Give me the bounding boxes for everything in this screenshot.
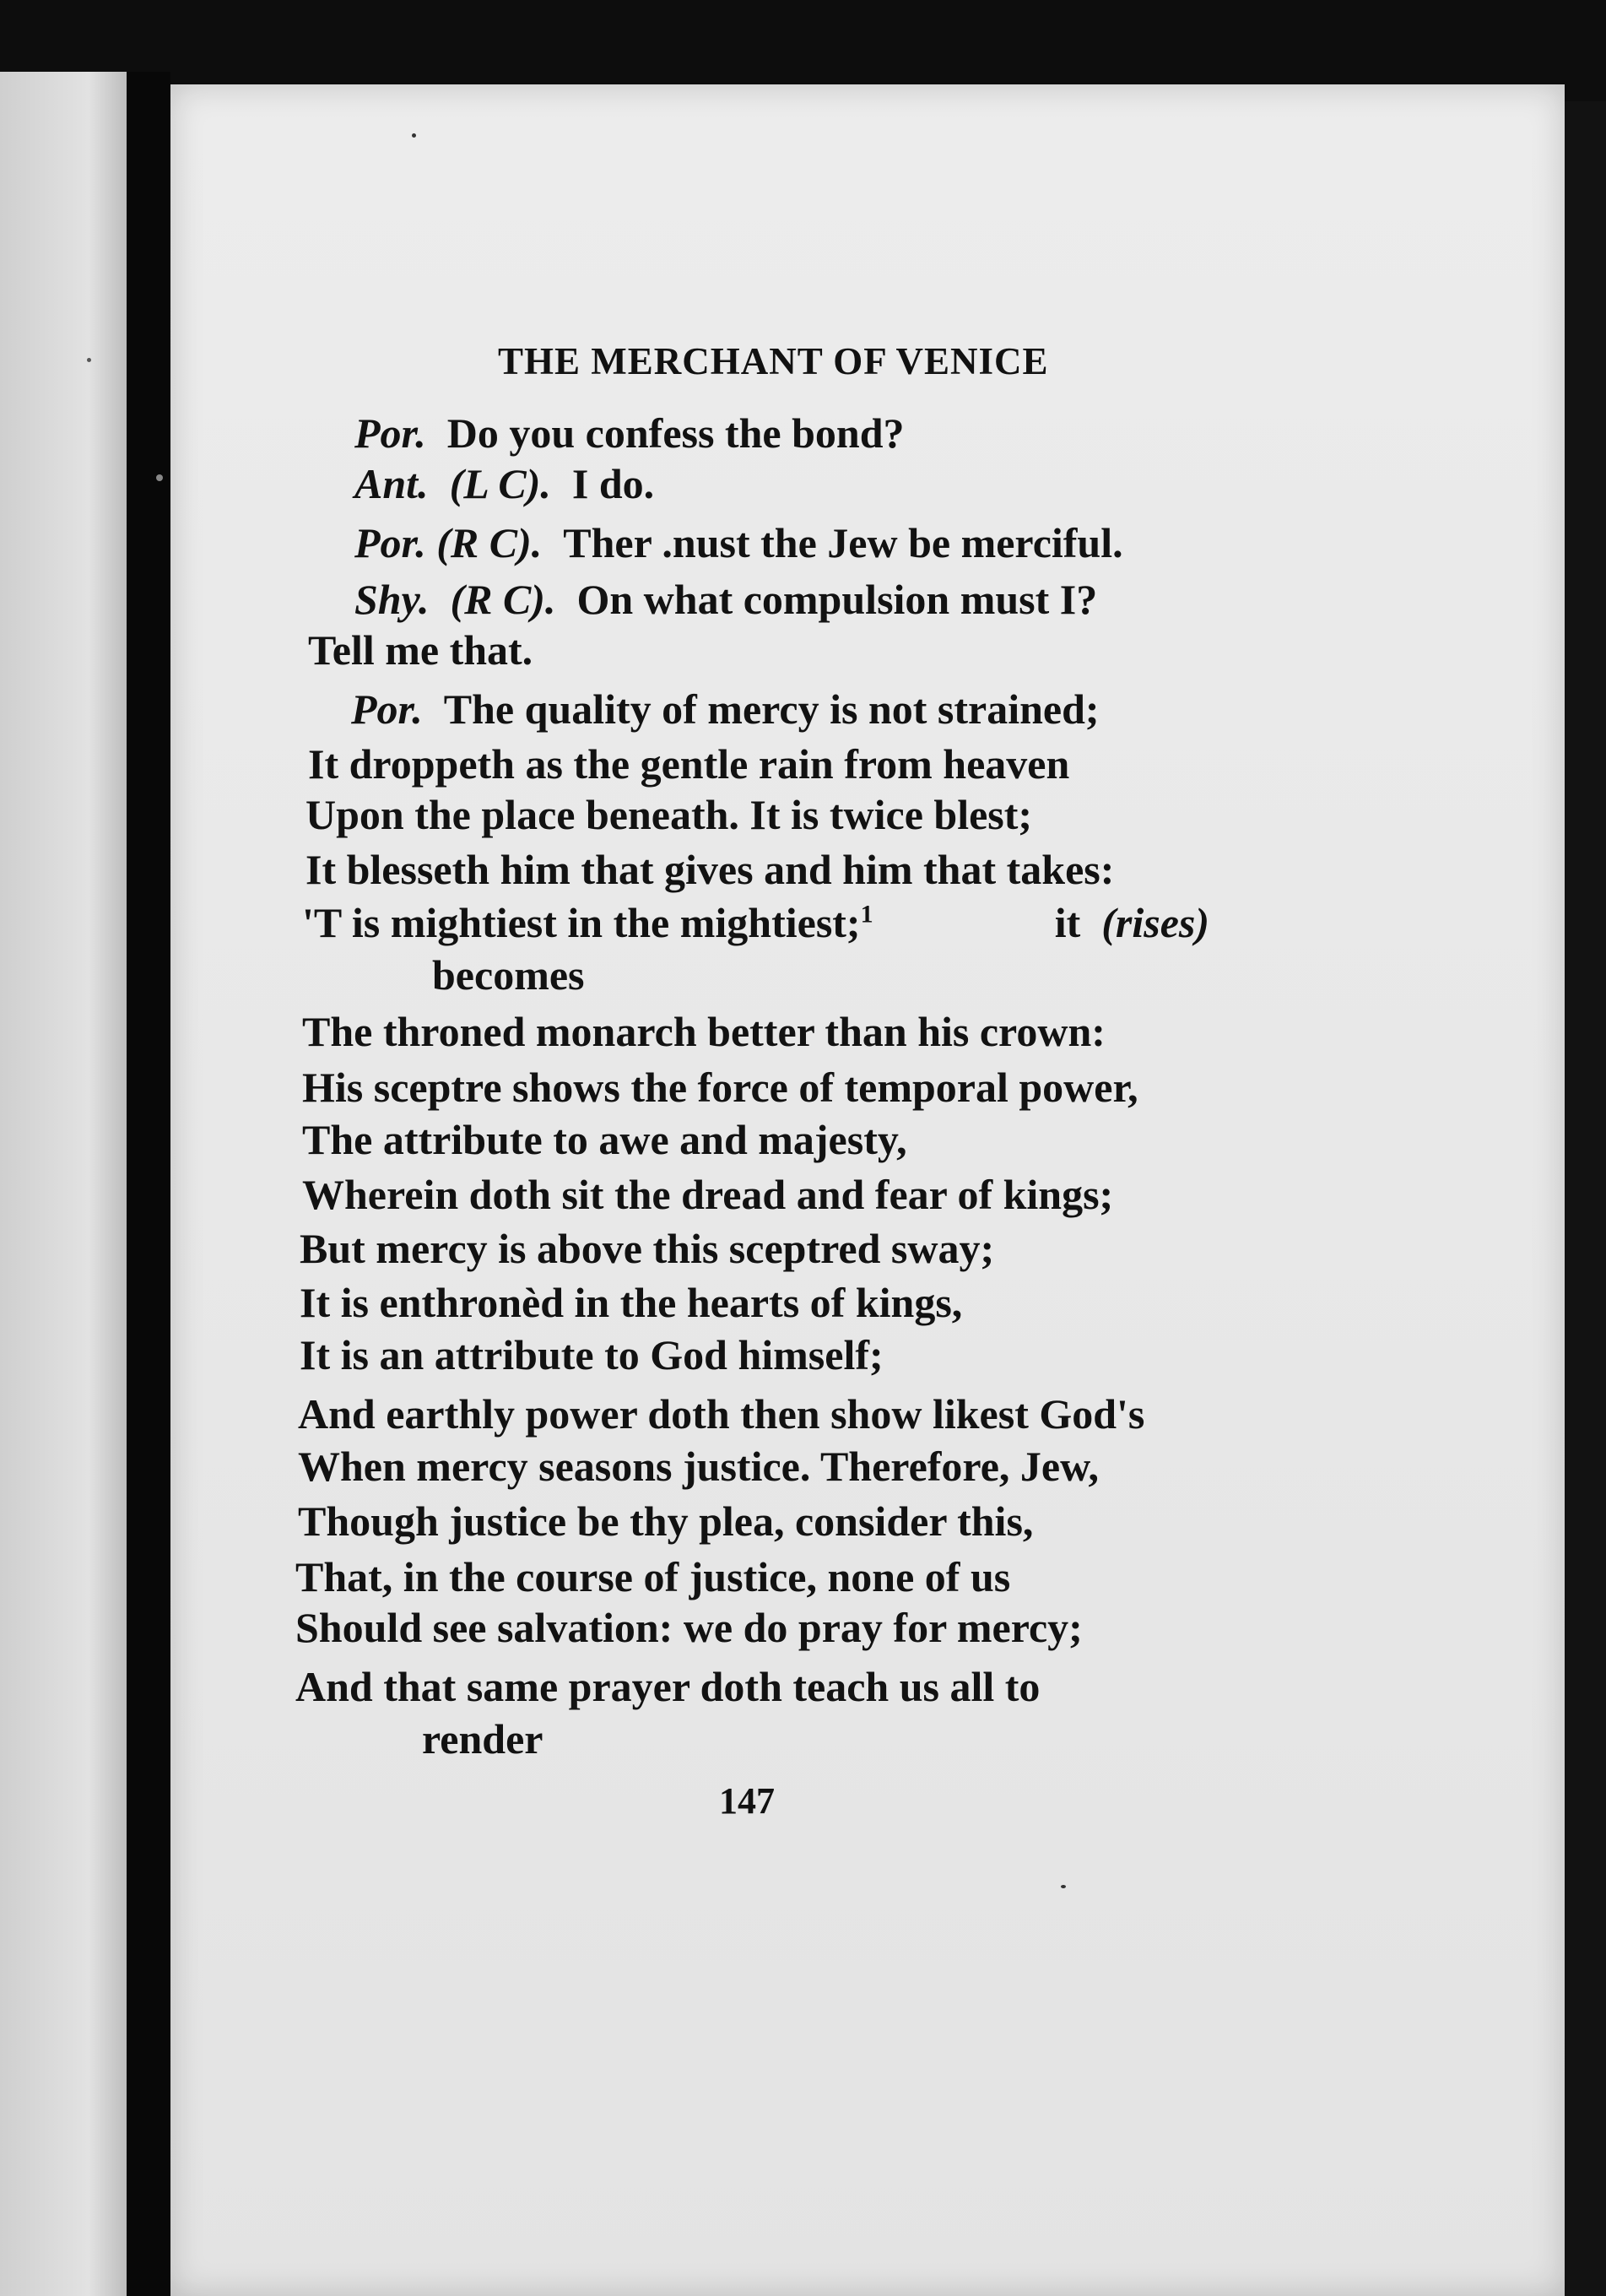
- speaker-name: Por.: [354, 519, 426, 566]
- stage-direction: (R C).: [436, 519, 543, 566]
- line-text: When mercy seasons justice. Therefore, Jew,: [298, 1443, 1099, 1490]
- dust-speck: [412, 133, 416, 138]
- verse-line: [302, 899, 1209, 946]
- line-text: The attribute to awe and majesty,: [302, 1116, 907, 1163]
- running-head: THE MERCHANT OF VENICE: [498, 340, 1049, 382]
- line-text: And earthly power doth then show likest God's: [298, 1390, 1145, 1438]
- line-text: Ther .nust the Jew be merciful.: [563, 519, 1123, 566]
- stage-direction: (rises): [1101, 899, 1209, 946]
- line-text: render: [422, 1715, 543, 1763]
- verse-line: [300, 1281, 962, 1324]
- verse-line: [306, 793, 1032, 836]
- page-number: 147: [719, 1780, 775, 1822]
- line-text: His sceptre shows the force of temporal power,: [302, 1064, 1138, 1111]
- line-text: Wherein doth sit the dread and fear of kings;: [302, 1171, 1114, 1218]
- verse-line: [298, 1443, 1099, 1490]
- adjacent-page-edge: [0, 72, 127, 2296]
- line-text: Do you confess the bond?: [446, 409, 905, 457]
- speaker-name: Shy.: [354, 576, 430, 623]
- verse-line: [295, 1606, 1083, 1649]
- verse-line: [302, 1010, 1106, 1053]
- verse-line: [295, 1665, 1040, 1708]
- line-text: I do.: [571, 460, 655, 507]
- speaker-name: Por.: [354, 409, 426, 457]
- line-text: And that same prayer doth teach us all to: [295, 1663, 1041, 1710]
- verse-line: [354, 460, 655, 507]
- line-text: Though justice be thy plea, consider this,: [298, 1497, 1034, 1545]
- line-text: It blesseth him that gives and him that takes:: [306, 846, 1115, 893]
- line-text-part: 'T is mightiest in the mightiest;: [302, 899, 861, 946]
- verse-line: [306, 848, 1114, 891]
- verse-line: [422, 1715, 543, 1763]
- scan-border-right: [1565, 101, 1606, 2296]
- footnote-marker: 1: [860, 900, 873, 929]
- speaker-name: Por.: [351, 685, 423, 733]
- line-text: Should see salvation: we do pray for mercy;: [295, 1604, 1083, 1651]
- line-text: The throned monarch better than his crown:: [302, 1008, 1106, 1055]
- line-text: That, in the course of justice, none of us: [295, 1553, 1011, 1600]
- book-gutter: [127, 72, 170, 2296]
- line-text-tail: [1054, 899, 1209, 946]
- line-text: It is an attribute to God himself;: [300, 1331, 884, 1378]
- verse-line: [295, 1553, 1011, 1600]
- line-text: becomes: [432, 951, 585, 999]
- verse-line: [432, 951, 585, 999]
- dust-speck: [87, 358, 91, 362]
- line-text: Upon the place beneath. It is twice blest;: [306, 791, 1033, 838]
- speaker-name: Ant.: [354, 460, 429, 507]
- line-text: The quality of mercy is not strained;: [443, 685, 1100, 733]
- line-text: Tell me that.: [308, 626, 533, 674]
- verse-line: [298, 1390, 1145, 1438]
- verse-line: [302, 1118, 907, 1161]
- verse-line: [354, 409, 905, 457]
- line-text: [302, 899, 873, 946]
- verse-line: [354, 576, 1098, 623]
- verse-line: [351, 685, 1100, 733]
- verse-line: [300, 1227, 994, 1270]
- line-text-part: it: [1054, 899, 1081, 946]
- verse-line: [302, 1173, 1113, 1216]
- verse-line: [302, 1064, 1138, 1111]
- line-text: It is enthronèd in the hearts of kings,: [300, 1279, 963, 1326]
- dust-speck: [1061, 1885, 1066, 1888]
- verse-line: [354, 519, 1123, 566]
- stage-direction: (R C).: [450, 576, 556, 623]
- verse-line: [298, 1497, 1034, 1545]
- line-text: It droppeth as the gentle rain from heaven: [308, 740, 1070, 788]
- verse-line: [300, 1331, 884, 1378]
- line-text: On what compulsion must I?: [576, 576, 1098, 623]
- line-text: But mercy is above this sceptred sway;: [300, 1225, 995, 1272]
- verse-line: [308, 626, 533, 674]
- verse-line: [308, 740, 1070, 788]
- stage-direction: (L C).: [449, 460, 551, 507]
- dust-speck: [156, 474, 163, 481]
